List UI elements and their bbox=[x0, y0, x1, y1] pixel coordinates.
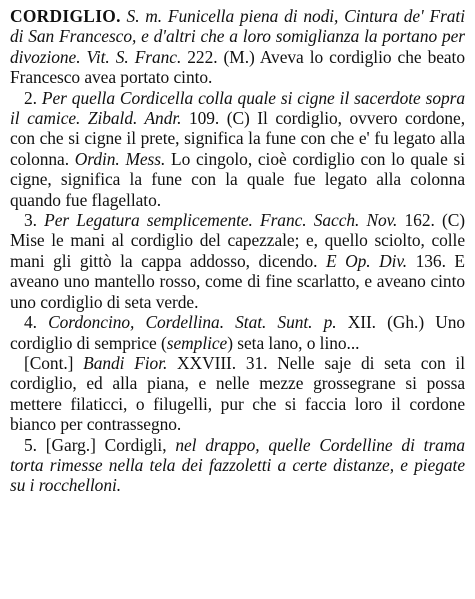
definition-text: S. m. Funicella piena di nodi, Cintura de' Frati di San Francesco, e d'altri che a loro somiglianza la portano per divozione. Vit. S. Franc. bbox=[10, 6, 465, 67]
citation-text: ) seta lano, o lino... bbox=[227, 332, 360, 353]
gloss-text: semplice bbox=[166, 332, 228, 353]
definition-text: Per Legatura semplicemente. Franc. Sacch. Nov. bbox=[36, 210, 398, 231]
definition-text: Cordoncino, Cordellina. Stat. Sunt. p. bbox=[36, 312, 337, 333]
citation-text: XII. (Gh.) Uno cordiglio di semprice ( bbox=[10, 312, 466, 353]
sense-number: 5. bbox=[24, 434, 37, 455]
source-reference: E Op. Div. bbox=[317, 250, 408, 271]
definition-text: Per quella Cordicella colla quale si cigne il sacerdote sopra il camice. Zibald. Andr. bbox=[10, 87, 465, 129]
entry-definition-cont bbox=[10, 353, 465, 435]
editor-tag: [Cont.] bbox=[24, 352, 84, 373]
citation-text: 136. E aveano uno mantello rosso, come di fine scarlatto, e aveano cinto uno cordiglio di seta verde. bbox=[10, 250, 465, 312]
citation-text: Lo cingolo, cioè cordiglio con lo quale si cigne, significa la fune con la quale fue legato alla colonna quando fue flagellato. bbox=[10, 148, 466, 210]
entry-headword: CORDIGLIO. bbox=[10, 6, 121, 26]
entry-definition-3 bbox=[10, 210, 465, 312]
citation-text: 162. (C) Mise le mani al cordiglio del capezzale; e, quello sciolto, colle mani gli gittò la cappa addosso, dicendo. bbox=[10, 210, 465, 271]
citation-text: XXVIII. 31. Nelle saje di seta con il cordiglio, ed alla piana, e nelle mezze grossegrane si possa mettere filaticci, o filugelli, pur che si faccia loro il cordone bianco per contrassegno. bbox=[10, 352, 465, 435]
definition-text: nel drappo, quelle Cordelline di trama torta rimesse nella tela dei fazzoletti a certe distanze, e piegate su i rocchelloni. bbox=[10, 434, 465, 496]
entry-definition-4 bbox=[10, 312, 465, 353]
citation-text: 222. (M.) Aveva lo cordiglio che beato Francesco avea portato cinto. bbox=[10, 46, 465, 88]
sense-number: 2. bbox=[24, 87, 37, 108]
source-reference: Bandi Fior. bbox=[83, 352, 168, 373]
sense-number: 4. bbox=[24, 312, 37, 333]
entry-definition-5 bbox=[10, 435, 465, 496]
editor-tag: [Garg.] Cordigli, bbox=[36, 434, 167, 455]
sense-number: 3. bbox=[24, 210, 37, 231]
entry-definition-1 bbox=[10, 6, 465, 88]
source-reference: Ordin. Mess. bbox=[69, 148, 166, 169]
entry-definition-2 bbox=[10, 88, 465, 210]
citation-text: 109. (C) Il cordiglio, ovvero cordone, con che si cigne il prete, significa la fune con che e' fu legato alla colonna. bbox=[10, 108, 465, 169]
